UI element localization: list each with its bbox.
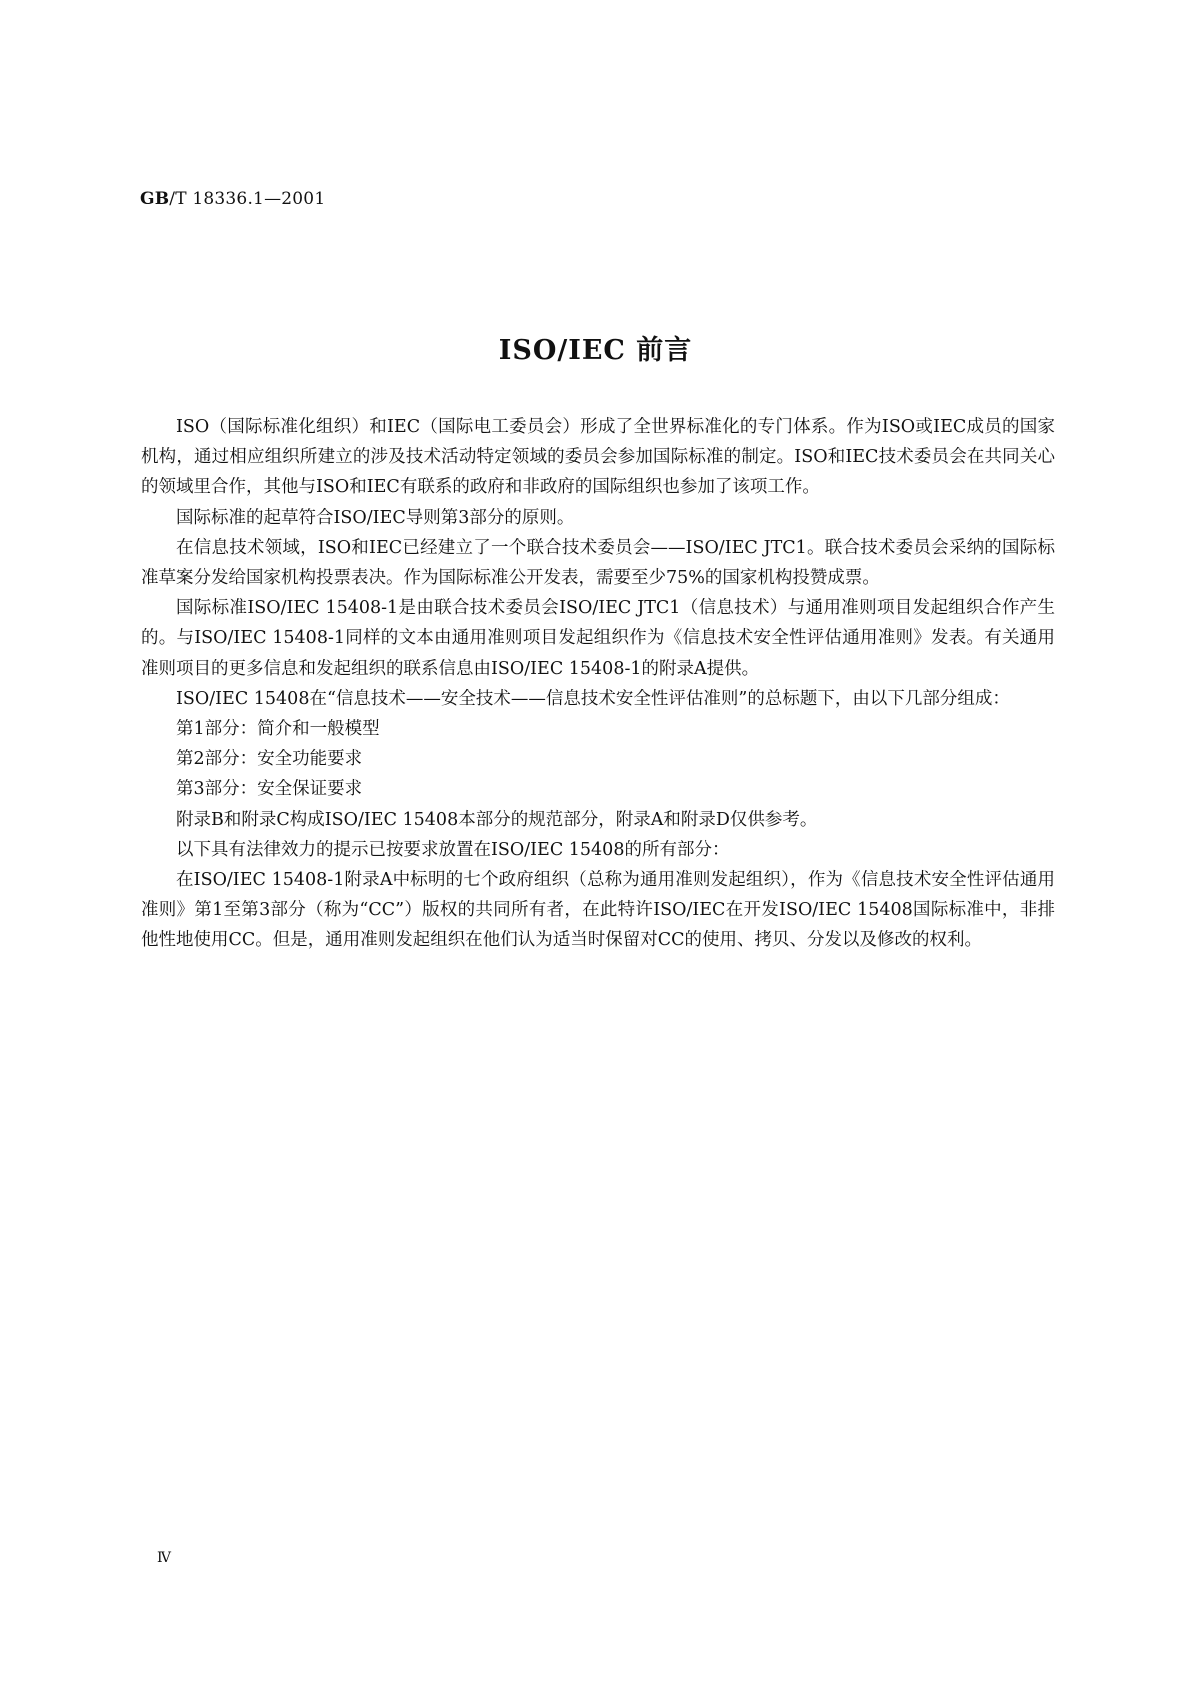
list-item-part-2: 第2部分：安全功能要求 [176, 749, 363, 770]
page-number: Ⅳ [157, 1550, 171, 1566]
standard-suffix: /T 18336.1—2001 [169, 189, 326, 209]
paragraph-legal-notice: 在ISO/IEC 15408-1附录A中标明的七个政府组织（总称为通用准则发起组织），作为《信息技术安全性评估通用准则》第1至第3部分（称为“CC”）版权的共同所有者，在此特许ISO/IEC在开发ISO/IEC 15408国际标准中，非排他性地使用CC。但是，通用准则发起组织在他们认为适当时保留对CC的使用、拷贝、分发以及修改的权利。 [141, 870, 1055, 951]
paragraph-jtc1: 在信息技术领域，ISO和IEC已经建立了一个联合技术委员会——ISO/IEC JTC1。联合技术委员会采纳的国际标准草案分发给国家机构投票表决。作为国际标准公开发表，需要至少75%的国家机构投赞成票。 [141, 537, 1055, 589]
paragraph-drafting-rules: 国际标准的起草符合ISO/IEC导则第3部分的原则。 [176, 507, 575, 528]
paragraph-legal-notice-intro: 以下具有法律效力的提示已按要求放置在ISO/IEC 15408的所有部分： [176, 839, 730, 860]
standard-number [140, 189, 325, 209]
paragraph-parts-intro: ISO/IEC 15408在“信息技术——安全技术——信息技术安全性评估准则”的总标题下，由以下几部分组成： [176, 688, 1010, 709]
standard-prefix: GB [140, 189, 170, 209]
foreword-body [141, 412, 1055, 956]
paragraph-intro: ISO（国际标准化组织）和IEC（国际电工委员会）形成了全世界标准化的专门体系。作为ISO或IEC成员的国家机构，通过相应组织所建立的涉及技术活动特定领域的委员会参加国际标准的制定。ISO和IEC技术委员会在共同关心的领域里合作，其他与ISO和IEC有联系的政府和非政府的国际组织也参加了该项工作。 [141, 417, 1055, 498]
page-title: ISO/IEC 前言 [498, 335, 693, 366]
list-item-part-3: 第3部分：安全保证要求 [176, 779, 363, 800]
paragraph-annexes: 附录B和附录C构成ISO/IEC 15408本部分的规范部分，附录A和附录D仅供参考。 [176, 809, 818, 830]
paragraph-15408-origin: 国际标准ISO/IEC 15408-1是由联合技术委员会ISO/IEC JTC1（信息技术）与通用准则项目发起组织合作产生的。与ISO/IEC 15408-1同样的文本由通用准则项目发起组织作为《信息技术安全性评估通用准则》发表。有关通用准则项目的更多信息和发起组织的联系信息由ISO/IEC 15408-1的附录A提供。 [141, 598, 1055, 679]
list-item-part-1: 第1部分：简介和一般模型 [176, 719, 380, 740]
